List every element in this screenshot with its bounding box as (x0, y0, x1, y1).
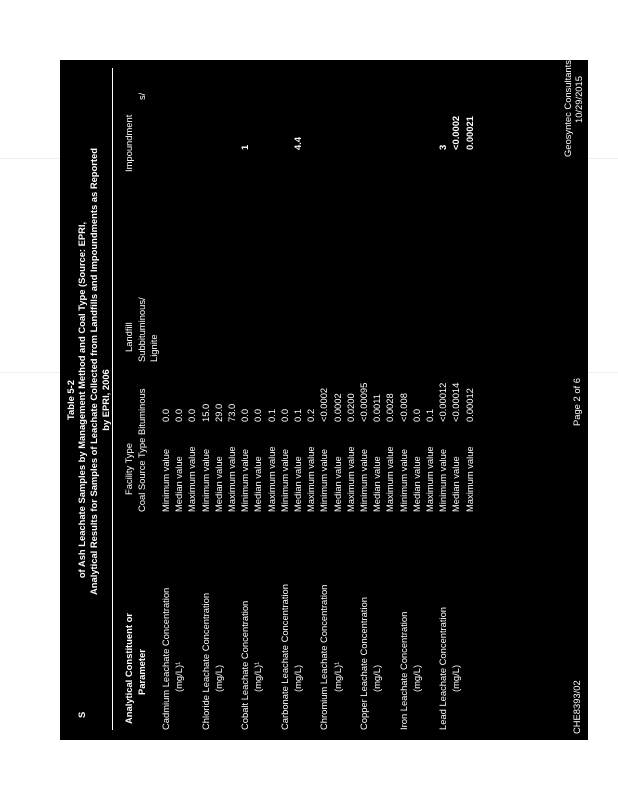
parameter-unit: (mg/L) (292, 664, 303, 692)
statistic-label: Maximum value (186, 446, 198, 512)
parameter-name: Cobalt Leachate Concentration (239, 600, 251, 730)
statistic-label: Minimum value (199, 448, 211, 512)
parameter-unit: (mg/L) (371, 664, 383, 692)
bituminous-value: 0.0 (186, 408, 198, 422)
statistic-label: Minimum value (397, 448, 409, 512)
statistic-label: Minimum value (160, 448, 171, 512)
statistic-label: Maximum value (344, 446, 356, 512)
parameter-name: Copper Leachate Concentration (358, 597, 369, 730)
footer-date: 10/29/2015 (573, 76, 584, 123)
bituminous-value: 0.0002 (331, 393, 343, 422)
impoundment-value: 4.4 (292, 136, 303, 150)
bituminous-value: 29.0 (212, 403, 224, 422)
parameter-unit: (mg/L)¹ (252, 661, 264, 692)
parameter-unit: (mg/L)¹ (331, 661, 343, 692)
impoundment-value: <0.0002 (450, 115, 462, 150)
parameter-name: Lead Leachate Concentration (437, 606, 449, 730)
parameter-name: Cadmium Leachate Concentration (160, 587, 171, 730)
bituminous-value: 73.0 (226, 403, 237, 422)
bituminous-header: Bituminous (136, 388, 147, 435)
parameter-header-line1: Analytical Constituent or (123, 613, 134, 724)
statistic-label: Maximum value (384, 446, 396, 512)
bituminous-value: 0.0 (410, 408, 422, 422)
bituminous-value: 0.0 (160, 408, 171, 422)
impoundment-note: s/ (136, 92, 147, 100)
parameter-unit: (mg/L) (450, 664, 462, 692)
statistic-label: Minimum value (239, 448, 251, 512)
bituminous-value: 15.0 (199, 403, 211, 422)
bituminous-value: <0.00012 (437, 382, 449, 422)
bituminous-value: 0.0200 (344, 393, 356, 422)
parameter-header-line2: Parameter (136, 649, 147, 695)
bituminous-value: 0.0 (239, 408, 251, 422)
landfill-header: Landfill (123, 322, 134, 352)
bituminous-value: 0.0011 (371, 394, 383, 422)
statistic-label: Maximum value (463, 446, 475, 512)
bituminous-value: 0.2 (305, 408, 317, 422)
impoundment-value: 0.00021 (463, 116, 475, 150)
statistic-label: Maximum value (424, 446, 435, 512)
parameter-name: Chromium Leachate Concentration (318, 584, 330, 730)
bituminous-value: 0.1 (424, 408, 435, 422)
bituminous-value: <0.00014 (450, 382, 462, 422)
statistic-label: Maximum value (226, 446, 237, 512)
impoundment-header: Impoundment (123, 114, 134, 172)
scanned-document (60, 60, 588, 740)
bituminous-value: 0.0028 (384, 393, 396, 422)
parameter-name: Iron Leachate Concentration (397, 611, 409, 730)
subbituminous-header: Subbituminous/ (136, 297, 147, 362)
coal-source-type-header: Coal Source Type (136, 437, 147, 512)
bituminous-value: <0.008 (397, 393, 409, 422)
footer-company: Geosyntec Consultants (562, 60, 573, 157)
lignite-header: Lignite (148, 334, 159, 362)
title-prefix: S (76, 711, 87, 718)
statistic-label: Median value (331, 456, 343, 512)
table-title-line1: of Ash Leachate Samples by Management Method and Coal Type (Source: EPRI, (76, 221, 87, 579)
parameter-name: Chloride Leachate Concentration (199, 592, 211, 730)
bituminous-value: 0.1 (292, 408, 303, 422)
parameter-unit: (mg/L) (212, 664, 224, 692)
bituminous-value: 0.0 (252, 408, 264, 422)
bituminous-value: 0.0 (278, 408, 290, 422)
statistic-label: Minimum value (437, 448, 449, 512)
bituminous-value: <0.0002 (318, 387, 330, 422)
footer-page-number: Page 2 of 6 (571, 378, 582, 426)
statistic-label: Median value (292, 456, 303, 512)
impoundment-value: 3 (437, 144, 449, 150)
statistic-label: Minimum value (358, 448, 369, 512)
statistic-label: Median value (371, 456, 383, 512)
header-rule (112, 68, 113, 730)
rotated-table-page (60, 60, 588, 740)
statistic-label: Minimum value (278, 448, 290, 512)
footer-doc-id: CHE8393/02 (571, 680, 582, 734)
table-title-line2: Analytical Results for Samples of Leachate Collected from Landfills and Impoundments as Reported (88, 148, 99, 595)
bituminous-value: 0.00012 (463, 388, 475, 422)
impoundment-value: 1 (239, 144, 251, 150)
statistic-label: Median value (450, 456, 462, 512)
parameter-unit: (mg/L)¹ (173, 661, 185, 692)
statistic-label: Median value (410, 456, 422, 512)
statistic-label: Maximum value (305, 446, 317, 512)
parameter-unit: (mg/L) (410, 664, 422, 692)
parameter-name: Carbonate Leachate Concentration (278, 584, 290, 730)
bituminous-value: <0.00095 (358, 382, 369, 422)
statistic-label: Median value (212, 456, 224, 512)
statistic-label: Minimum value (318, 448, 330, 512)
table-number: Table 5-2 (65, 380, 76, 420)
bituminous-value: 0.0 (173, 408, 185, 422)
statistic-label: Maximum value (265, 446, 277, 512)
statistic-label: Median value (252, 456, 264, 512)
table-title-line3: by EPRI, 2006 (100, 369, 111, 431)
statistic-label: Median value (173, 456, 185, 512)
facility-type-header: Facility Type (123, 443, 134, 495)
bituminous-value: 0.1 (265, 408, 277, 422)
